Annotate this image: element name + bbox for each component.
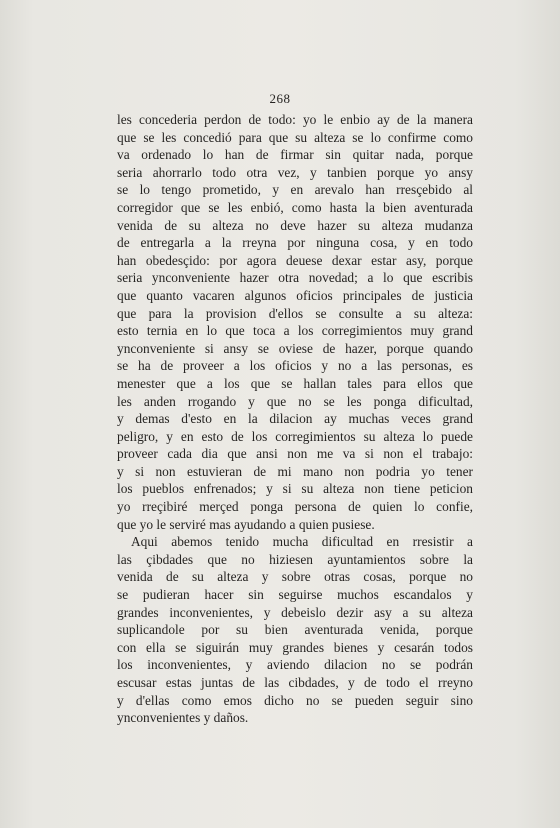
body-text [117,111,473,727]
text-line: esto ternia en lo que toca a los corregimientos muy grand [117,323,473,339]
paragraph-end-line: que yo le serviré mas ayudando a quien pusiese. [117,516,375,532]
text-line: escusar estas juntas de las cibdades, y de todo el rreyno [117,675,473,690]
text-line: peligro, y en esto de los corregimientos su alteza lo puede [117,428,473,444]
text-line: proveer cada dia que ansi non me va si non el trabajo: [117,446,473,462]
text-line: los inconvenientes, y aviendo dilacion no se podrán [117,657,473,673]
text-line: que quanto vacaren algunos oficios principales de justicia [117,287,473,303]
paragraph-end-line: ynconvenientes y daños. [117,710,249,726]
text-line: menester que a los que se hallan tales para ellos que [117,375,473,391]
text-line: les concederia perdon de todo: yo le enbio ay de la manera [117,112,473,127]
text-line: grandes inconvenientes, y debeislo dezir asy a su alteza [117,604,473,620]
text-line: venida de su alteza no deve hazer su alteza mudanza [117,217,473,233]
text-line: yo rreçibiré merçed ponga persona de quien lo confie, [117,499,473,515]
page-number: 268 [269,91,291,106]
text-line: se ha de proveer a los oficios y no a las personas, es [117,358,473,374]
text-line: seria ynconveniente hazer otra novedad; a lo que escribis [117,270,473,286]
text-line: ynconveniente si ansy se oviese de hazer, porque quando [117,340,473,356]
text-line: los pueblos enfrenados; y si su alteza non tiene peticion [117,481,473,497]
text-line: venida de su alteza y sobre otras cosas, porque no [117,569,473,585]
text-line: se lo tengo prometido, y en arevalo han rresçebido al [117,182,473,198]
text-line: corregidor que se les enbió, como hasta la bien aventurada [117,199,473,215]
text-line: se pudieran hacer sin seguirse muchos escandalos y [117,587,473,603]
text-line: han obedesçido: por agora deuese dexar estar asy, porque [117,252,473,268]
text-line: y demas d'esto en la dilacion ay muchas veces grand [117,411,473,427]
text-line: y si non estuvieran de mi mano non podria yo tener [117,463,473,479]
text-line: que para la provision d'ellos se consulte a su alteza: [117,305,473,321]
text-line: les anden rrogando y que no se les ponga dificultad, [117,393,473,409]
text-line: las çibdades que no hiziesen ayuntamientos sobre la [117,551,473,567]
text-line: y d'ellas como emos dicho no se pueden seguir sino [117,692,473,708]
text-line: con ella se siguirán muy grandes bienes y cesarán todos [117,639,473,655]
paragraph-first-line: Aqui abemos tenido mucha dificultad en rresistir a [131,534,473,550]
text-line: de entregarla a la rreyna por ninguna cosa, y en todo [117,235,473,251]
text-line: va ordenado lo han de firmar sin quitar nada, porque [117,147,473,163]
text-line: suplicandole por su bien aventurada venida, porque [117,622,473,638]
text-line: seria ahorrarlo todo otra vez, y tanbien porque yo ansy [117,164,473,180]
text-line: que se les concedió para que su alteza se lo confirme como [117,129,473,145]
